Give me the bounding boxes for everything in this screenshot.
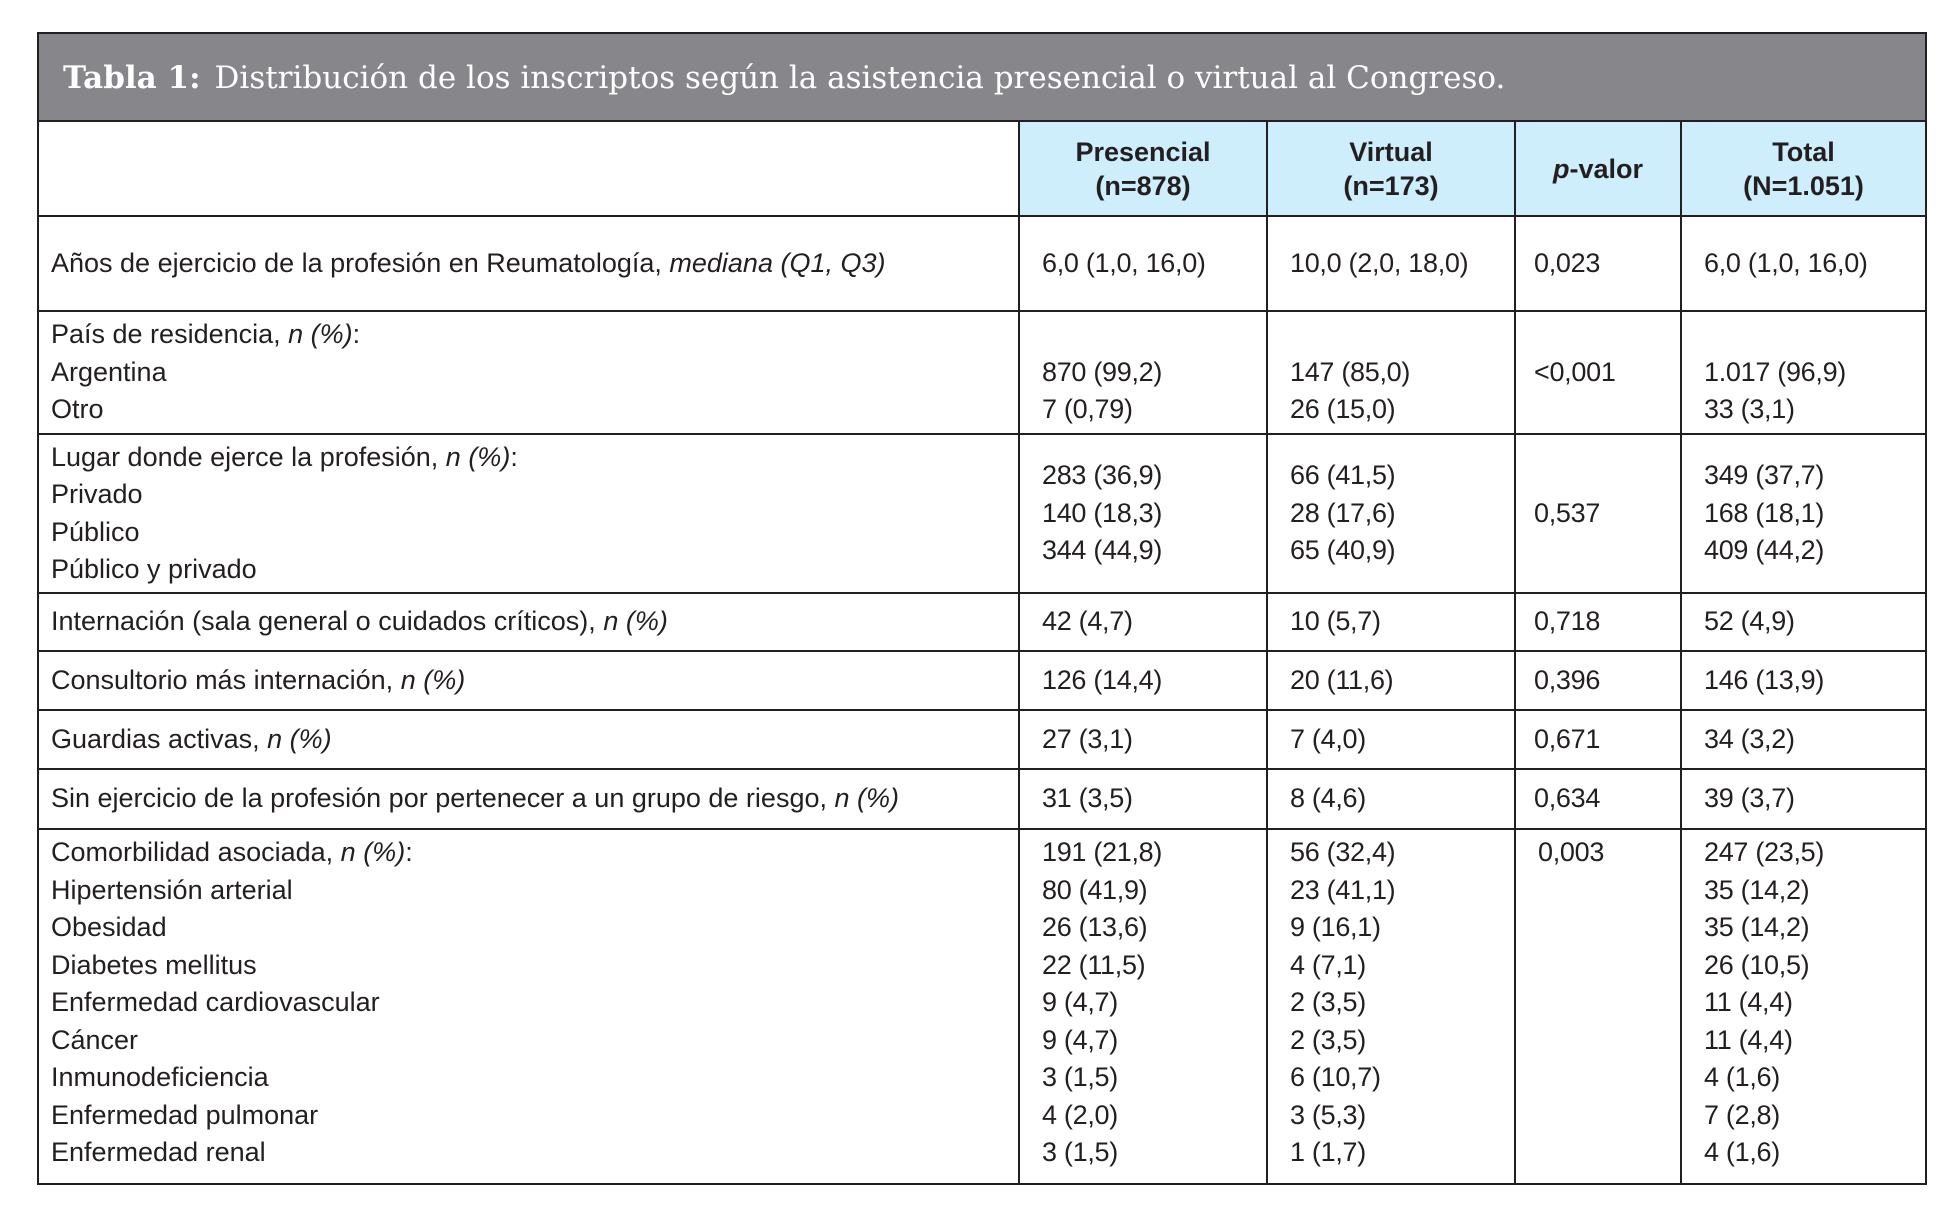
- header-presencial: Presencial (n=878): [1019, 122, 1267, 216]
- table-1: [37, 32, 1927, 1185]
- cell-presencial: 191 (21,8) 80 (41,9) 26 (13,6) 22 (11,5) 9 (4,7) 9 (4,7) 3 (1,5) 4 (2,0) 3 (1,5): [1019, 829, 1267, 1183]
- cell-p-valor: 0,634: [1515, 769, 1681, 829]
- cell-presencial: 27 (3,1): [1019, 710, 1267, 769]
- cell-p-valor: 0,023: [1515, 216, 1681, 311]
- cell-total: 39 (3,7): [1681, 769, 1925, 829]
- table-caption: Distribución de los inscriptos según la asistencia presencial o virtual al Congreso.: [214, 60, 1506, 96]
- row-label: Comorbilidad asociada, n (%): Hipertensión arterial Obesidad Diabetes mellitus Enfermedad cardiovascular Cáncer Inmunodeficiencia Enfermedad pulmonar Enfermedad renal: [39, 829, 1019, 1183]
- row-label: País de residencia, n (%): Argentina Otro: [39, 311, 1019, 434]
- cell-p-valor: 0,396: [1515, 651, 1681, 710]
- table-row-guardias: [39, 710, 1925, 769]
- cell-p-valor: 0,671: [1515, 710, 1681, 769]
- cell-total: 34 (3,2): [1681, 710, 1925, 769]
- cell-presencial: 126 (14,4): [1019, 651, 1267, 710]
- table-row-anios: [39, 216, 1925, 311]
- cell-total: 52 (4,9): [1681, 593, 1925, 651]
- header-virtual: Virtual (n=173): [1267, 122, 1515, 216]
- cell-total: 1.017 (96,9) 33 (3,1): [1681, 311, 1925, 434]
- row-label: Consultorio más internación, n (%): [39, 651, 1019, 710]
- cell-virtual: 10,0 (2,0, 18,0): [1267, 216, 1515, 311]
- row-label: Lugar donde ejerce la profesión, n (%): Privado Público Público y privado: [39, 434, 1019, 593]
- cell-total: 247 (23,5) 35 (14,2) 35 (14,2) 26 (10,5) 11 (4,4) 11 (4,4) 4 (1,6) 7 (2,8) 4 (1,6): [1681, 829, 1925, 1183]
- cell-presencial: 870 (99,2) 7 (0,79): [1019, 311, 1267, 434]
- table-number: Tabla 1:: [63, 60, 201, 96]
- cell-total: 146 (13,9): [1681, 651, 1925, 710]
- table-row-sin-ejercicio: [39, 769, 1925, 829]
- row-label: Internación (sala general o cuidados críticos), n (%): [39, 593, 1019, 651]
- row-label: Sin ejercicio de la profesión por pertenecer a un grupo de riesgo, n (%): [39, 769, 1019, 829]
- cell-virtual: 20 (11,6): [1267, 651, 1515, 710]
- table-row-pais: [39, 311, 1925, 434]
- cell-presencial: 6,0 (1,0, 16,0): [1019, 216, 1267, 311]
- table-row-lugar: [39, 434, 1925, 593]
- table-title-bar: [39, 34, 1925, 122]
- header-total: Total (N=1.051): [1681, 122, 1925, 216]
- cell-presencial: 283 (36,9) 140 (18,3) 344 (44,9): [1019, 434, 1267, 593]
- header-blank: [39, 122, 1019, 216]
- header-row: [39, 122, 1925, 216]
- table-row-internacion: [39, 593, 1925, 651]
- cell-p-valor: 0,003: [1515, 829, 1681, 1183]
- cell-p-valor: 0,718: [1515, 593, 1681, 651]
- cell-virtual: 8 (4,6): [1267, 769, 1515, 829]
- cell-virtual: 7 (4,0): [1267, 710, 1515, 769]
- table-row-consultorio: [39, 651, 1925, 710]
- cell-virtual: 10 (5,7): [1267, 593, 1515, 651]
- row-label: Guardias activas, n (%): [39, 710, 1019, 769]
- header-p-valor: p-valor: [1515, 122, 1681, 216]
- cell-p-valor: 0,537: [1515, 434, 1681, 593]
- cell-p-valor: <0,001: [1515, 311, 1681, 434]
- data-table: [39, 122, 1925, 1183]
- cell-total: 6,0 (1,0, 16,0): [1681, 216, 1925, 311]
- cell-virtual: 147 (85,0) 26 (15,0): [1267, 311, 1515, 434]
- cell-virtual: 56 (32,4) 23 (41,1) 9 (16,1) 4 (7,1) 2 (3,5) 2 (3,5) 6 (10,7) 3 (5,3) 1 (1,7): [1267, 829, 1515, 1183]
- cell-total: 349 (37,7) 168 (18,1) 409 (44,2): [1681, 434, 1925, 593]
- cell-virtual: 66 (41,5) 28 (17,6) 65 (40,9): [1267, 434, 1515, 593]
- table-row-comorbilidad: [39, 829, 1925, 1183]
- row-label: Años de ejercicio de la profesión en Reumatología, mediana (Q1, Q3): [39, 216, 1019, 311]
- cell-presencial: 42 (4,7): [1019, 593, 1267, 651]
- cell-presencial: 31 (3,5): [1019, 769, 1267, 829]
